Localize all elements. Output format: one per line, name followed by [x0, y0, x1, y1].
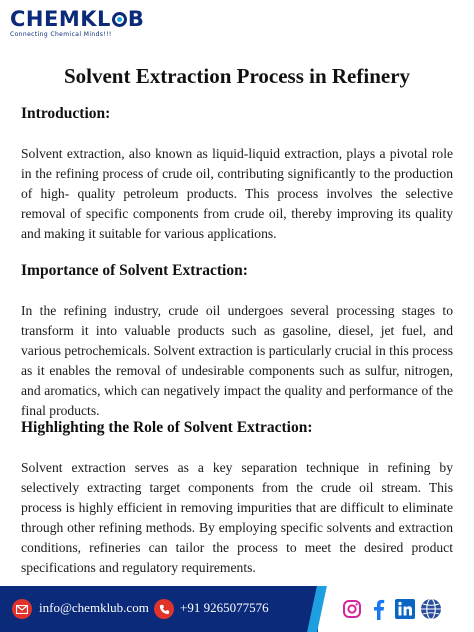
facebook-icon[interactable]: [368, 598, 390, 620]
linkedin-icon[interactable]: [394, 598, 416, 620]
brand-header: [10, 8, 144, 42]
instagram-icon[interactable]: [341, 598, 363, 620]
section-body-role: Solvent extraction serves as a key separation technique in refining by selectively extracting target components from the crude oil stream. This process is highly efficient in removing impurities that are difficult to eliminate through other refining methods. By employing specific solvents and extraction conditions, refineries can tailor the process to meet the desired product specifications and regulatory requirements.: [21, 460, 453, 575]
phone-icon: [154, 599, 174, 619]
logo-u-icon: [112, 12, 127, 27]
phone-link[interactable]: +91 9265077576: [180, 600, 269, 615]
brand-tagline: Connecting Chemical Minds!!!: [10, 31, 112, 38]
mail-icon: [12, 599, 32, 619]
brand-prefix: CHEMKL: [10, 7, 111, 31]
brand-logo[interactable]: [10, 8, 144, 30]
section-heading-introduction: Introduction:: [21, 105, 111, 122]
section-body-introduction: Solvent extraction, also known as liquid-liquid extraction, plays a pivotal role in the refining process of crude oil, contributing significantly to the production of high- quality petroleum products. This process involves the selective removal of specific components from crude oil, thereby improving its quality and making it suitable for various applications.: [21, 146, 453, 241]
email-link[interactable]: info@chemklub.com: [39, 600, 149, 615]
globe-icon[interactable]: [420, 598, 442, 620]
brand-suffix: B: [127, 7, 145, 31]
page-title: Solvent Extraction Process in Refinery: [63, 64, 411, 88]
section-heading-role: Highlighting the Role of Solvent Extraction:: [21, 419, 313, 436]
section-body-importance: In the refining industry, crude oil undergoes several processing stages to transform it into valuable products such as gasoline, diesel, jet fuel, and various petrochemicals. Solvent extraction is particularly crucial in this process as it enables the removal of undesirable components such as sulfur, nitrogen, and aromatics, which can negatively impact the quality and performance of the final products.: [21, 303, 453, 418]
section-heading-importance: Importance of Solvent Extraction:: [21, 262, 248, 279]
